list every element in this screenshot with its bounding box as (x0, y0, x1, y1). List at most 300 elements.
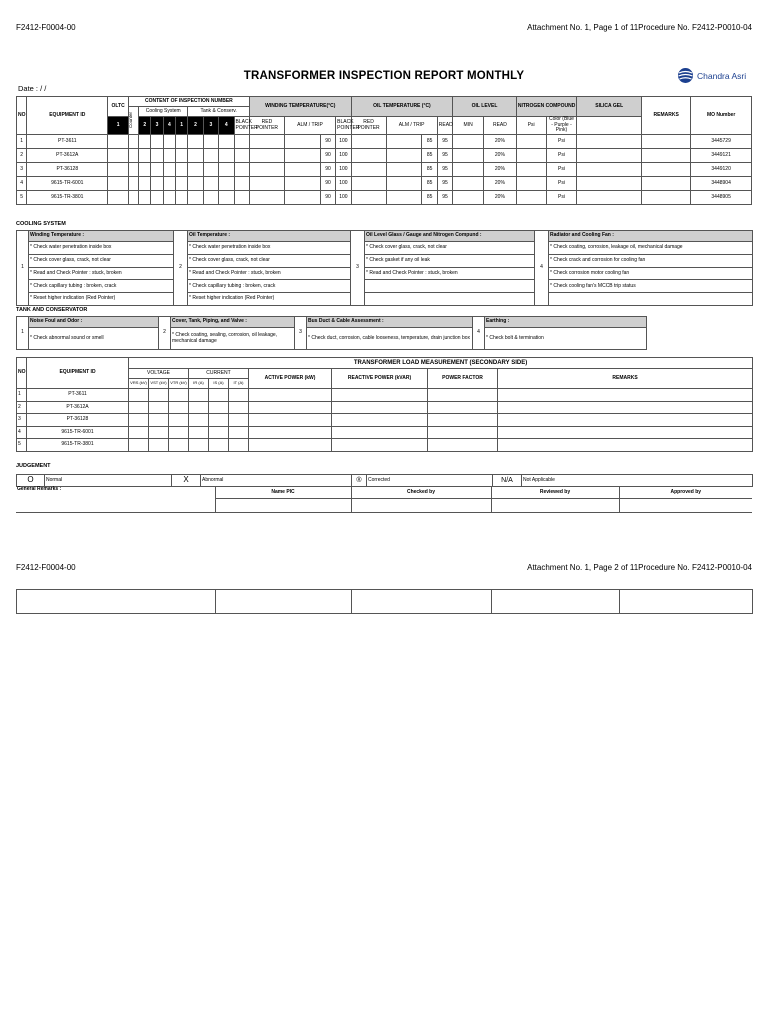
corrected-symbol: ® (352, 475, 367, 487)
input-cell[interactable] (108, 177, 129, 191)
input-cell[interactable] (229, 426, 249, 439)
page2-cell[interactable] (492, 590, 620, 614)
input-cell[interactable] (108, 191, 129, 205)
input-cell[interactable] (128, 163, 138, 177)
input-cell[interactable] (149, 389, 169, 402)
input-cell[interactable] (189, 426, 209, 439)
input-cell[interactable] (642, 149, 691, 163)
input-cell[interactable] (249, 414, 332, 427)
name-pic-cell[interactable] (215, 499, 351, 513)
tank-num: 3 (295, 317, 307, 350)
num-cell: 1 (108, 117, 129, 135)
row-no: 5 (17, 439, 27, 452)
load-col-equipment-id: EQUIPMENT ID (27, 358, 129, 389)
mo-number: 3449121 (691, 149, 752, 163)
input-cell[interactable] (249, 191, 284, 205)
cooling-check-item: * Check crack and corrosion for cooling fan (549, 254, 753, 267)
input-cell[interactable] (209, 401, 229, 414)
input-cell[interactable] (498, 401, 753, 414)
input-cell[interactable] (249, 135, 284, 149)
cooling-check-item: * Check capillary tubing : broken, crack (188, 280, 351, 293)
input-cell[interactable] (284, 135, 320, 149)
checked-by-cell[interactable] (351, 499, 491, 513)
input-cell[interactable] (386, 163, 422, 177)
tank-group-head: Earthing : (485, 317, 647, 328)
input-cell[interactable] (332, 401, 428, 414)
tank-num: 2 (159, 317, 171, 350)
row-no: 5 (17, 191, 27, 205)
col-equipment-id: EQUIPMENT ID (27, 97, 108, 135)
winding-alm: 90 (320, 135, 335, 149)
input-cell[interactable] (149, 439, 169, 452)
input-cell[interactable] (139, 135, 151, 149)
table-row (17, 389, 753, 402)
input-cell[interactable] (577, 191, 642, 205)
input-cell[interactable] (516, 177, 546, 191)
red-pointer-head: RED POINTER (351, 117, 386, 135)
table-row (17, 177, 752, 191)
input-cell[interactable] (219, 135, 234, 149)
nitrogen-psi: Psi (546, 177, 577, 191)
input-cell[interactable] (189, 389, 209, 402)
row-no: 4 (17, 177, 27, 191)
current-head: CURRENT (189, 369, 249, 379)
reviewed-by-head: Reviewed by (491, 487, 619, 499)
curr-col: IR (A) (189, 379, 209, 389)
input-cell[interactable] (129, 389, 149, 402)
input-cell[interactable] (332, 426, 428, 439)
nitrogen-psi: Psi (546, 149, 577, 163)
input-cell[interactable] (642, 135, 691, 149)
oil-trip: 95 (437, 135, 452, 149)
read-head: READ (484, 117, 517, 135)
input-cell[interactable] (453, 149, 484, 163)
input-cell[interactable] (249, 389, 332, 402)
red-pointer-head: RED POINTER (249, 117, 284, 135)
cooling-check-item (365, 293, 535, 306)
input-cell[interactable] (203, 191, 218, 205)
reviewed-by-cell[interactable] (491, 499, 619, 513)
input-cell[interactable] (284, 191, 320, 205)
input-cell[interactable] (151, 163, 163, 177)
normal-symbol: O (17, 475, 45, 487)
col-tank-conserv: Tank & Conserv. (188, 107, 250, 117)
input-cell[interactable] (453, 177, 484, 191)
cooling-check-item (365, 280, 535, 293)
table-row (17, 191, 752, 205)
input-cell[interactable] (176, 149, 188, 163)
input-cell[interactable] (151, 177, 163, 191)
input-cell[interactable] (577, 163, 642, 177)
col-content-inspection: CONTENT OF INSPECTION NUMBER (128, 97, 249, 107)
oil-trip: 95 (437, 149, 452, 163)
row-no: 2 (17, 401, 27, 414)
judgement-title: JUDGEMENT (16, 463, 51, 469)
col-silica-gel: SILICA GEL (577, 97, 642, 117)
input-cell[interactable] (249, 439, 332, 452)
input-cell[interactable] (234, 135, 249, 149)
oil-alm: 85 (422, 177, 437, 191)
winding-trip: 100 (336, 135, 351, 149)
input-cell[interactable] (249, 177, 284, 191)
input-cell[interactable] (351, 163, 386, 177)
input-cell[interactable] (129, 401, 149, 414)
voltage-head: VOLTAGE (129, 369, 189, 379)
page2-cell[interactable] (352, 590, 492, 614)
abnormal-symbol: X (172, 475, 201, 487)
input-cell[interactable] (209, 439, 229, 452)
col-counter: Counter (127, 112, 133, 129)
cooling-group-head: Winding Temperature : (29, 231, 174, 242)
input-cell[interactable] (234, 163, 249, 177)
input-cell[interactable] (176, 191, 188, 205)
input-cell[interactable] (176, 135, 188, 149)
input-cell[interactable] (284, 177, 320, 191)
input-cell[interactable] (163, 163, 175, 177)
input-cell[interactable] (108, 135, 129, 149)
input-cell[interactable] (284, 163, 320, 177)
cooling-section-title: COOLING SYSTEM (16, 221, 66, 227)
input-cell[interactable] (234, 149, 249, 163)
col-no: NO (17, 97, 27, 135)
input-cell[interactable] (149, 414, 169, 427)
input-cell[interactable] (386, 191, 422, 205)
normal-label: Normal (45, 475, 172, 487)
reactive-power-head: REACTIVE POWER (kVAR) (332, 369, 428, 389)
input-cell[interactable] (129, 426, 149, 439)
input-cell[interactable] (169, 439, 189, 452)
cooling-check-item: * Check gasket if any oil leak (365, 254, 535, 267)
input-cell[interactable] (169, 426, 189, 439)
table-row (17, 149, 752, 163)
cooling-check-item: * Check cover glass, crack, not clear (29, 254, 174, 267)
input-cell[interactable] (453, 163, 484, 177)
input-cell[interactable] (453, 135, 484, 149)
row-equipment-id: 9615-TR-6001 (27, 177, 108, 191)
input-cell[interactable] (188, 163, 203, 177)
page2-cell[interactable] (216, 590, 352, 614)
row-equipment-id: PT-3612A (27, 401, 129, 414)
input-cell[interactable] (453, 191, 484, 205)
row-no: 1 (17, 135, 27, 149)
input-cell[interactable] (209, 389, 229, 402)
input-cell[interactable] (642, 177, 691, 191)
oil-trip: 95 (437, 163, 452, 177)
curr-col: IS (A) (209, 379, 229, 389)
input-cell[interactable] (332, 439, 428, 452)
table-row (17, 439, 753, 452)
input-cell[interactable] (149, 401, 169, 414)
cooling-check-item: * Check coating, corrosion, leakage oil, mechanical damage (549, 242, 753, 255)
cooling-check-item: * Read and Check Pointer : stuck, broken (365, 267, 535, 280)
input-cell[interactable] (163, 191, 175, 205)
input-cell[interactable] (577, 149, 642, 163)
input-cell[interactable] (249, 149, 284, 163)
approved-by-head: Approved by (619, 487, 752, 499)
oil-level-min: 20% (484, 177, 517, 191)
na-symbol: N/A (493, 475, 522, 487)
table-row (17, 414, 753, 427)
general-remarks[interactable]: General Remarks : (16, 487, 215, 513)
approved-by-cell[interactable] (619, 499, 752, 513)
winding-alm: 90 (320, 163, 335, 177)
input-cell[interactable] (498, 389, 753, 402)
tank-num: 1 (17, 317, 29, 350)
input-cell[interactable] (151, 191, 163, 205)
input-cell[interactable] (351, 191, 386, 205)
input-cell[interactable] (188, 135, 203, 149)
tank-check-item: * Check bolt & termination (485, 328, 647, 350)
tank-check-item: * Check coating, sealing, corrosion, oil leakage, mechanical damage (171, 328, 295, 350)
min-head: MIN (453, 117, 484, 135)
oil-alm: 85 (422, 163, 437, 177)
input-cell[interactable] (188, 149, 203, 163)
input-cell[interactable] (188, 191, 203, 205)
tank-group-head: Bus Duct & Cable Assessment : (307, 317, 473, 328)
input-cell[interactable] (176, 163, 188, 177)
input-cell[interactable] (108, 149, 129, 163)
row-no: 3 (17, 163, 27, 177)
winding-trip: 100 (336, 191, 351, 205)
nitrogen-psi: Psi (546, 163, 577, 177)
input-cell[interactable] (189, 414, 209, 427)
input-cell[interactable] (577, 177, 642, 191)
oil-level-min: 20% (484, 163, 517, 177)
input-cell[interactable] (209, 414, 229, 427)
input-cell[interactable] (203, 135, 218, 149)
input-cell[interactable] (128, 177, 138, 191)
tank-group-head: Noise Foul and Odor : (29, 317, 159, 328)
cooling-check-item: * Check capillary tubing : broken, crack (29, 280, 174, 293)
row-equipment-id: PT-3611 (27, 389, 129, 402)
input-cell[interactable] (169, 401, 189, 414)
company-logo (677, 67, 746, 84)
winding-trip: 100 (336, 177, 351, 191)
table-row (17, 163, 752, 177)
col-mo-number: MO Number (691, 97, 752, 135)
load-remarks-head: REMARKS (498, 369, 753, 389)
input-cell[interactable] (203, 177, 218, 191)
input-cell[interactable] (386, 177, 422, 191)
num-cell: 1 (176, 117, 188, 135)
na-label: Not Applicable (522, 475, 753, 487)
input-cell[interactable] (129, 439, 149, 452)
input-cell[interactable] (163, 149, 175, 163)
input-cell[interactable] (498, 439, 753, 452)
abnormal-label: Abnormal (201, 475, 352, 487)
col-oil-level: OIL LEVEL (453, 97, 517, 117)
input-cell[interactable] (428, 426, 498, 439)
cooling-check-item: * Check corrosion motor cooling fan (549, 267, 753, 280)
mo-number: 3448905 (691, 191, 752, 205)
mo-number: 3445729 (691, 135, 752, 149)
input-cell[interactable] (169, 414, 189, 427)
input-cell[interactable] (332, 389, 428, 402)
mo-number: 3449120 (691, 163, 752, 177)
input-cell[interactable] (642, 191, 691, 205)
input-cell[interactable] (229, 401, 249, 414)
input-cell[interactable] (428, 401, 498, 414)
cooling-group-head: Oil Temperature : (188, 231, 351, 242)
input-cell[interactable] (219, 163, 234, 177)
col-winding-temp: WINDING TEMPERATURE(°C) (249, 97, 351, 117)
col-oltc: OLTC (108, 97, 129, 117)
winding-trip: 100 (336, 163, 351, 177)
num-cell: 4 (219, 117, 234, 135)
attachment-info-page2: Attachment No. 1, Page 2 of 11Procedure No. F2412-P0010-04 (527, 563, 752, 572)
input-cell[interactable] (189, 401, 209, 414)
input-cell[interactable] (386, 149, 422, 163)
input-cell[interactable] (386, 135, 422, 149)
num-cell: 2 (139, 117, 151, 135)
input-cell[interactable] (149, 426, 169, 439)
load-table (16, 357, 753, 452)
input-cell[interactable] (234, 191, 249, 205)
oil-alm: 85 (422, 149, 437, 163)
input-cell[interactable] (203, 163, 218, 177)
tank-num: 4 (473, 317, 485, 350)
input-cell[interactable] (139, 177, 151, 191)
signature-table-page2 (16, 589, 753, 614)
input-cell[interactable] (249, 163, 284, 177)
winding-trip: 100 (336, 149, 351, 163)
tank-group-head: Cover, Tank, Piping, and Valve : (171, 317, 295, 328)
input-cell[interactable] (229, 414, 249, 427)
input-cell[interactable] (284, 149, 320, 163)
input-cell[interactable] (219, 191, 234, 205)
alm-trip-head: ALM / TRIP (284, 117, 335, 135)
page2-cell[interactable] (17, 590, 216, 614)
input-cell[interactable] (428, 439, 498, 452)
input-cell[interactable] (129, 414, 149, 427)
input-cell[interactable] (516, 163, 546, 177)
cooling-check-item: * Reset higher indication (Red Pointer) (29, 293, 174, 306)
input-cell[interactable] (176, 177, 188, 191)
input-cell[interactable] (498, 414, 753, 427)
row-no: 4 (17, 426, 27, 439)
col-remarks: REMARKS (642, 97, 691, 135)
page-title: TRANSFORMER INSPECTION REPORT MONTHLY (243, 70, 525, 82)
input-cell[interactable] (428, 389, 498, 402)
input-cell[interactable] (351, 135, 386, 149)
col-cooling-system: Cooling System (139, 107, 188, 117)
input-cell[interactable] (229, 389, 249, 402)
input-cell[interactable] (169, 389, 189, 402)
volt-col: VST (kV) (149, 379, 169, 389)
input-cell[interactable] (249, 426, 332, 439)
input-cell[interactable] (203, 149, 218, 163)
input-cell[interactable] (209, 426, 229, 439)
cooling-check-item: * Check water penetration inside box (29, 242, 174, 255)
tank-section-title: TANK AND CONSERVATOR (16, 307, 88, 313)
input-cell[interactable] (163, 177, 175, 191)
tank-check-item: * Check abnormal sound or smell (29, 328, 159, 350)
input-cell[interactable] (332, 414, 428, 427)
input-cell[interactable] (163, 135, 175, 149)
input-cell[interactable] (108, 163, 129, 177)
input-cell[interactable] (139, 149, 151, 163)
input-cell[interactable] (189, 439, 209, 452)
winding-alm: 90 (320, 177, 335, 191)
row-equipment-id: 9615-TR-3801 (27, 191, 108, 205)
oil-trip: 95 (437, 191, 452, 205)
input-cell[interactable] (139, 191, 151, 205)
row-equipment-id: 9615-TR-6001 (27, 426, 129, 439)
alm-trip-head: ALM / TRIP (386, 117, 437, 135)
psi-head: Psi (516, 117, 546, 135)
row-equipment-id: PT-36128 (27, 163, 108, 177)
cooling-check-item: * Reset higher indication (Red Pointer) (188, 293, 351, 306)
cooling-num: 3 (351, 231, 365, 306)
signature-table (16, 486, 752, 513)
input-cell[interactable] (151, 135, 163, 149)
num-cell: 4 (163, 117, 175, 135)
input-cell[interactable] (577, 135, 642, 149)
input-cell[interactable] (516, 135, 546, 149)
nitrogen-psi: Psi (546, 191, 577, 205)
input-cell[interactable] (229, 439, 249, 452)
row-no: 1 (17, 389, 27, 402)
input-cell[interactable] (351, 177, 386, 191)
oil-alm: 85 (422, 191, 437, 205)
col-nitrogen: NITROGEN COMPOUND (516, 97, 577, 117)
input-cell[interactable] (516, 149, 546, 163)
input-cell[interactable] (219, 177, 234, 191)
input-cell[interactable] (642, 163, 691, 177)
input-cell[interactable] (219, 149, 234, 163)
cooling-check-item: * Check water penetration inside box (188, 242, 351, 255)
input-cell[interactable] (128, 191, 138, 205)
input-cell[interactable] (188, 177, 203, 191)
input-cell[interactable] (151, 149, 163, 163)
inspection-table (16, 96, 752, 205)
input-cell[interactable] (139, 163, 151, 177)
oil-level-min: 20% (484, 135, 517, 149)
input-cell[interactable] (351, 149, 386, 163)
oil-alm: 85 (422, 135, 437, 149)
row-equipment-id: PT-3611 (27, 135, 108, 149)
cooling-check-item: * Check cover glass, crack, not clear (365, 242, 535, 255)
cooling-check-item: * Check cooling fan's MCCB trip status (549, 280, 753, 293)
table-row (17, 426, 753, 439)
color-note: Color (Blue - Purple - Pink) (546, 117, 577, 135)
tank-table (16, 316, 647, 350)
input-cell[interactable] (498, 426, 753, 439)
name-pic-head: Name PIC (215, 487, 351, 499)
input-cell[interactable] (516, 191, 546, 205)
row-equipment-id: PT-3612A (27, 149, 108, 163)
input-cell[interactable] (249, 401, 332, 414)
cooling-group-head: Radiator and Cooling Fan : (549, 231, 753, 242)
black-pointer-head: BLACK POINTER (336, 117, 351, 135)
winding-alm: 90 (320, 149, 335, 163)
nitrogen-psi: Psi (546, 135, 577, 149)
input-cell[interactable] (428, 414, 498, 427)
input-cell[interactable] (128, 149, 138, 163)
row-equipment-id: 9615-TR-3801 (27, 439, 129, 452)
tank-check-item: * Check duct, corrosion, cable looseness, temperature, drain junction box (307, 328, 473, 350)
page2-cell[interactable] (620, 590, 753, 614)
corrected-label: Corrected (367, 475, 493, 487)
input-cell[interactable] (234, 177, 249, 191)
input-cell[interactable] (128, 135, 138, 149)
table-row (17, 135, 752, 149)
row-equipment-id: PT-36128 (27, 414, 129, 427)
cooling-check-item: * Read and Check Pointer : stuck, broken (188, 267, 351, 280)
cooling-num: 1 (17, 231, 29, 306)
oil-trip: 95 (437, 177, 452, 191)
mo-number: 3448904 (691, 177, 752, 191)
